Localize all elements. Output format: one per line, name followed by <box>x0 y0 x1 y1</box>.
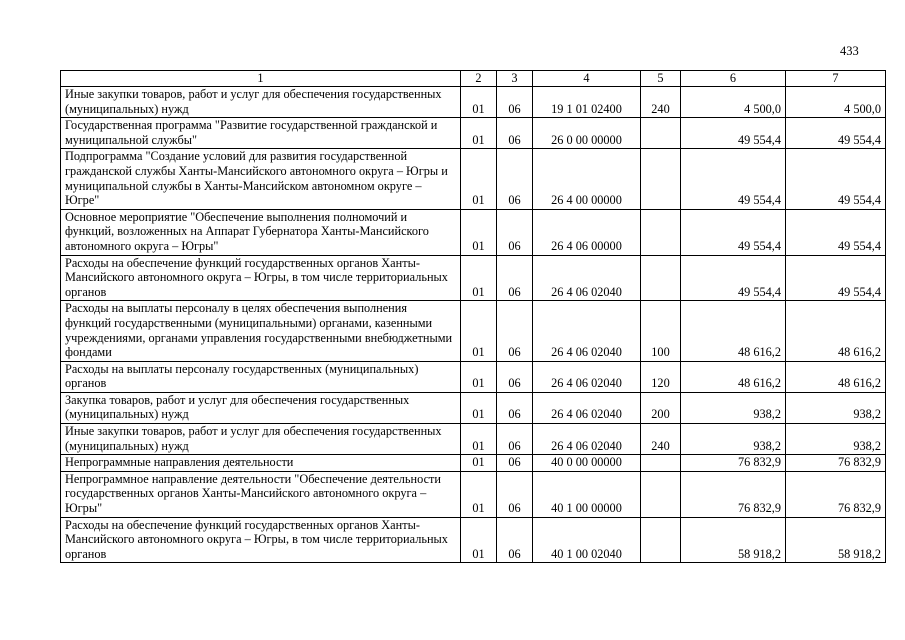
section-code-cell: 01 <box>461 149 497 209</box>
subsection-code-cell: 06 <box>497 118 533 149</box>
expense-name-cell: Непрограммное направление деятельности "Обеспечение деятельности государственных органов Ханты-Мансийского автономного округа – Югры" <box>61 471 461 517</box>
section-code-cell: 01 <box>461 361 497 392</box>
section-code-cell: 01 <box>461 255 497 301</box>
target-article-cell: 40 0 00 00000 <box>533 455 641 472</box>
subsection-code-cell: 06 <box>497 301 533 361</box>
table-row <box>61 517 886 563</box>
expense-name-cell: Закупка товаров, работ и услуг для обеспечения государственных (муниципальных) нужд <box>61 392 461 423</box>
amount-col6-cell: 48 616,2 <box>681 301 786 361</box>
table-row <box>61 392 886 423</box>
amount-col6-cell: 76 832,9 <box>681 455 786 472</box>
amount-col7-cell: 48 616,2 <box>786 301 886 361</box>
subsection-code-cell: 06 <box>497 149 533 209</box>
table-body <box>61 87 886 563</box>
target-article-cell: 26 4 06 02040 <box>533 361 641 392</box>
amount-col6-cell: 76 832,9 <box>681 471 786 517</box>
expense-name-cell: Непрограммные направления деятельности <box>61 455 461 472</box>
amount-col7-cell: 49 554,4 <box>786 149 886 209</box>
subsection-code-cell: 06 <box>497 255 533 301</box>
expense-type-cell <box>641 455 681 472</box>
amount-col6-cell: 49 554,4 <box>681 209 786 255</box>
target-article-cell: 26 4 06 02040 <box>533 255 641 301</box>
table-row <box>61 87 886 118</box>
target-article-cell: 26 4 06 02040 <box>533 392 641 423</box>
subsection-code-cell: 06 <box>497 361 533 392</box>
target-article-cell: 26 4 06 02040 <box>533 424 641 455</box>
expense-type-cell <box>641 149 681 209</box>
table-row <box>61 209 886 255</box>
page-number: 433 <box>840 44 859 58</box>
expense-name-cell: Расходы на обеспечение функций государственных органов Ханты-Мансийского автономного округа – Югры, в том числе территориальных органов <box>61 255 461 301</box>
header-col-5: 5 <box>641 71 681 87</box>
expense-name-cell: Расходы на выплаты персоналу в целях обеспечения выполнения функций государственными (муниципальными) органами, казенными учреждениями, органами управления государственными внебюджетными фондами <box>61 301 461 361</box>
section-code-cell: 01 <box>461 455 497 472</box>
amount-col7-cell: 49 554,4 <box>786 209 886 255</box>
subsection-code-cell: 06 <box>497 392 533 423</box>
expense-name-cell: Иные закупки товаров, работ и услуг для обеспечения государственных (муниципальных) нужд <box>61 87 461 118</box>
expense-name-cell: Государственная программа "Развитие государственной гражданской и муниципальной службы" <box>61 118 461 149</box>
table-row <box>61 118 886 149</box>
expense-type-cell <box>641 471 681 517</box>
amount-col7-cell: 4 500,0 <box>786 87 886 118</box>
table-row <box>61 424 886 455</box>
expense-name-cell: Подпрограмма "Создание условий для развития государственной гражданской службы Ханты-Мансийского автономного округа – Югры и муниципальной службы в Ханты-Мансийском автономном округе – Югре" <box>61 149 461 209</box>
amount-col7-cell: 48 616,2 <box>786 361 886 392</box>
subsection-code-cell: 06 <box>497 424 533 455</box>
amount-col6-cell: 58 918,2 <box>681 517 786 563</box>
amount-col6-cell: 938,2 <box>681 424 786 455</box>
section-code-cell: 01 <box>461 118 497 149</box>
amount-col6-cell: 49 554,4 <box>681 149 786 209</box>
amount-col7-cell: 58 918,2 <box>786 517 886 563</box>
section-code-cell: 01 <box>461 517 497 563</box>
subsection-code-cell: 06 <box>497 209 533 255</box>
expense-type-cell: 120 <box>641 361 681 392</box>
header-row <box>61 71 886 87</box>
amount-col7-cell: 49 554,4 <box>786 255 886 301</box>
expense-name-cell: Основное мероприятие "Обеспечение выполнения полномочий и функций, возложенных на Аппарат Губернатора Ханты-Мансийского автономного округа – Югры" <box>61 209 461 255</box>
target-article-cell: 26 4 06 02040 <box>533 301 641 361</box>
table-row <box>61 255 886 301</box>
subsection-code-cell: 06 <box>497 87 533 118</box>
table-row <box>61 149 886 209</box>
amount-col7-cell: 938,2 <box>786 424 886 455</box>
expense-type-cell: 240 <box>641 424 681 455</box>
target-article-cell: 19 1 01 02400 <box>533 87 641 118</box>
budget-table <box>60 70 886 563</box>
amount-col6-cell: 49 554,4 <box>681 255 786 301</box>
target-article-cell: 26 0 00 00000 <box>533 118 641 149</box>
table-row <box>61 301 886 361</box>
target-article-cell: 26 4 00 00000 <box>533 149 641 209</box>
header-col-3: 3 <box>497 71 533 87</box>
section-code-cell: 01 <box>461 392 497 423</box>
expense-type-cell: 200 <box>641 392 681 423</box>
amount-col7-cell: 938,2 <box>786 392 886 423</box>
expense-name-cell: Иные закупки товаров, работ и услуг для обеспечения государственных (муниципальных) нужд <box>61 424 461 455</box>
target-article-cell: 40 1 00 00000 <box>533 471 641 517</box>
expense-type-cell: 240 <box>641 87 681 118</box>
expense-type-cell <box>641 517 681 563</box>
section-code-cell: 01 <box>461 471 497 517</box>
table-row <box>61 471 886 517</box>
target-article-cell: 40 1 00 02040 <box>533 517 641 563</box>
table-row <box>61 361 886 392</box>
amount-col6-cell: 48 616,2 <box>681 361 786 392</box>
header-col-6: 6 <box>681 71 786 87</box>
expense-type-cell <box>641 209 681 255</box>
target-article-cell: 26 4 06 00000 <box>533 209 641 255</box>
expense-type-cell: 100 <box>641 301 681 361</box>
header-col-2: 2 <box>461 71 497 87</box>
expense-type-cell <box>641 255 681 301</box>
table-row <box>61 455 886 472</box>
header-col-7: 7 <box>786 71 886 87</box>
amount-col6-cell: 49 554,4 <box>681 118 786 149</box>
amount-col6-cell: 938,2 <box>681 392 786 423</box>
expense-name-cell: Расходы на обеспечение функций государственных органов Ханты-Мансийского автономного округа – Югры, в том числе территориальных органов <box>61 517 461 563</box>
subsection-code-cell: 06 <box>497 471 533 517</box>
section-code-cell: 01 <box>461 301 497 361</box>
subsection-code-cell: 06 <box>497 517 533 563</box>
section-code-cell: 01 <box>461 424 497 455</box>
amount-col7-cell: 76 832,9 <box>786 471 886 517</box>
header-col-4: 4 <box>533 71 641 87</box>
section-code-cell: 01 <box>461 87 497 118</box>
amount-col7-cell: 49 554,4 <box>786 118 886 149</box>
section-code-cell: 01 <box>461 209 497 255</box>
amount-col7-cell: 76 832,9 <box>786 455 886 472</box>
expense-name-cell: Расходы на выплаты персоналу государственных (муниципальных) органов <box>61 361 461 392</box>
subsection-code-cell: 06 <box>497 455 533 472</box>
expense-type-cell <box>641 118 681 149</box>
amount-col6-cell: 4 500,0 <box>681 87 786 118</box>
header-col-1: 1 <box>61 71 461 87</box>
